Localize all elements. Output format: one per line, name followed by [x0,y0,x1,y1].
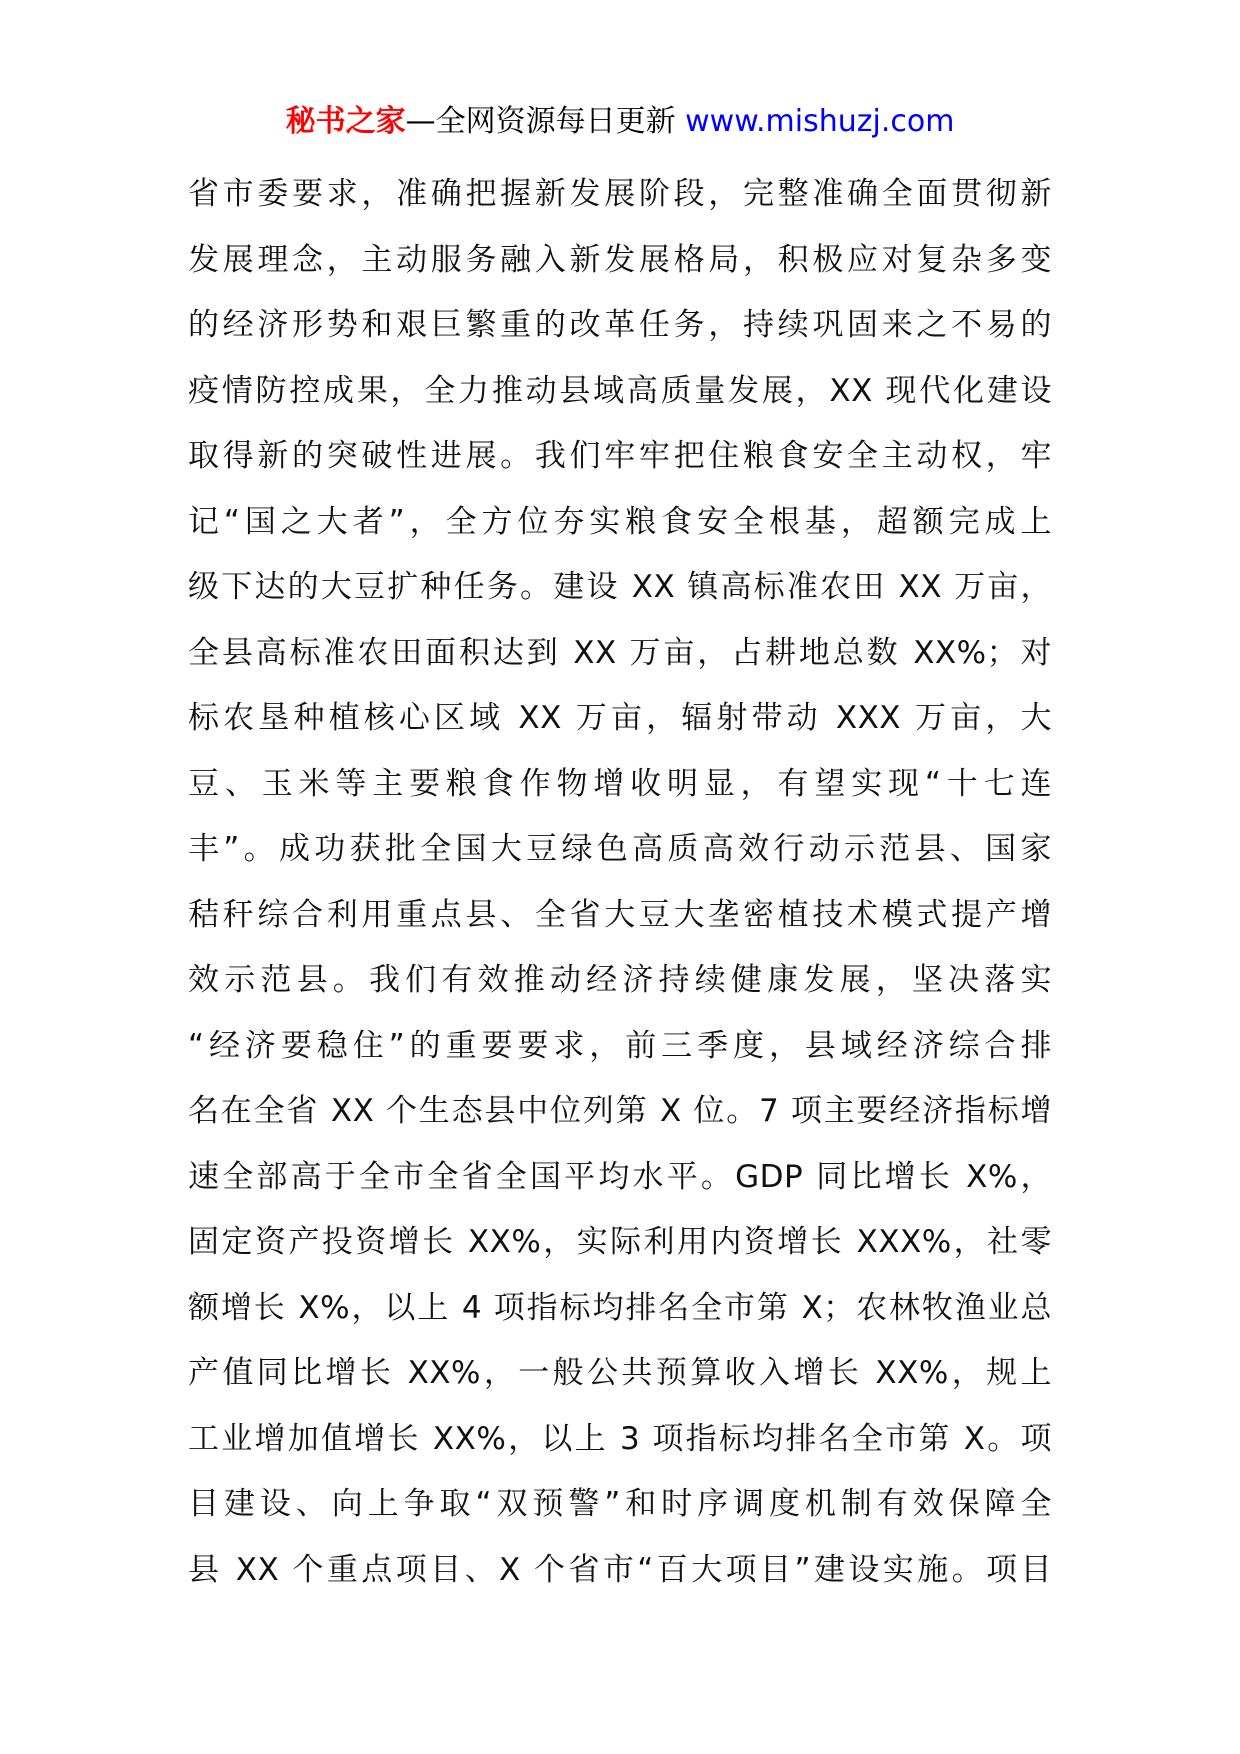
body-line: 目建设、向上争取“双预警”和时序调度机制有效保障全 [188,1486,1052,1522]
body-line: 固定资产投资增长 XX%，实际利用内资增长 XXX%，社零 [188,1224,1052,1260]
body-line: 标农垦种植核心区域 XX 万亩，辐射带动 XXX 万亩，大 [188,700,1052,736]
body-line: 工业增加值增长 XX%，以上 3 项指标均排名全市第 X。项 [188,1420,1052,1457]
body-line: 省市委要求，准确把握新发展阶段，完整准确全面贯彻新 [188,176,1052,212]
body-line: 取得新的突破性进展。我们牢牢把住粮食安全主动权，牢 [188,438,1052,474]
body-line: 速全部高于全市全省全国平均水平。GDP 同比增长 X%， [188,1158,1052,1195]
site-header [0,100,1240,144]
body-line: “经济要稳住”的重要要求，前三季度，县域经济综合排 [188,1027,1052,1064]
body-line: 豆、玉米等主要粮食作物增收明显，有望实现“十七连 [188,765,1052,802]
body-line: 名在全省 XX 个生态县中位列第 X 位。7 项主要经济指标增 [188,1093,1052,1129]
body-line: 记“国之大者”，全方位夯实粮食安全根基，超额完成上 [188,503,1052,540]
body-line: 产值同比增长 XX%，一般公共预算收入增长 XX%，规上 [188,1355,1052,1391]
body-line: 县 XX 个重点项目、X 个省市“百大项目”建设实施。项目 [188,1551,1052,1588]
body-line: 级下达的大豆扩种任务。建设 XX 镇高标准农田 XX 万亩， [188,569,1052,605]
site-brand: 秘书之家 [285,104,406,139]
site-slogan: —全网资源每日更新 [405,104,686,139]
body-line: 秸秆综合利用重点县、全省大豆大垄密植技术模式提产增 [188,896,1052,933]
body-line: 的经济形势和艰巨繁重的改革任务，持续巩固来之不易的 [188,307,1052,343]
site-url-link[interactable]: www.mishuzj.com [685,104,955,139]
body-line: 疫情防控成果，全力推动县域高质量发展，XX 现代化建设 [188,372,1052,409]
body-line: 丰”。成功获批全国大豆绿色高质高效行动示范县、国家 [188,831,1052,867]
body-line: 全县高标准农田面积达到 XX 万亩，占耕地总数 XX%；对 [188,634,1052,671]
body-line: 额增长 X%，以上 4 项指标均排名全市第 X；农林牧渔业总 [188,1289,1052,1326]
document-body [188,162,1052,1603]
body-line: 效示范县。我们有效推动经济持续健康发展，坚决落实 [188,962,1052,998]
body-line: 发展理念，主动服务融入新发展格局，积极应对复杂多变 [188,241,1052,278]
